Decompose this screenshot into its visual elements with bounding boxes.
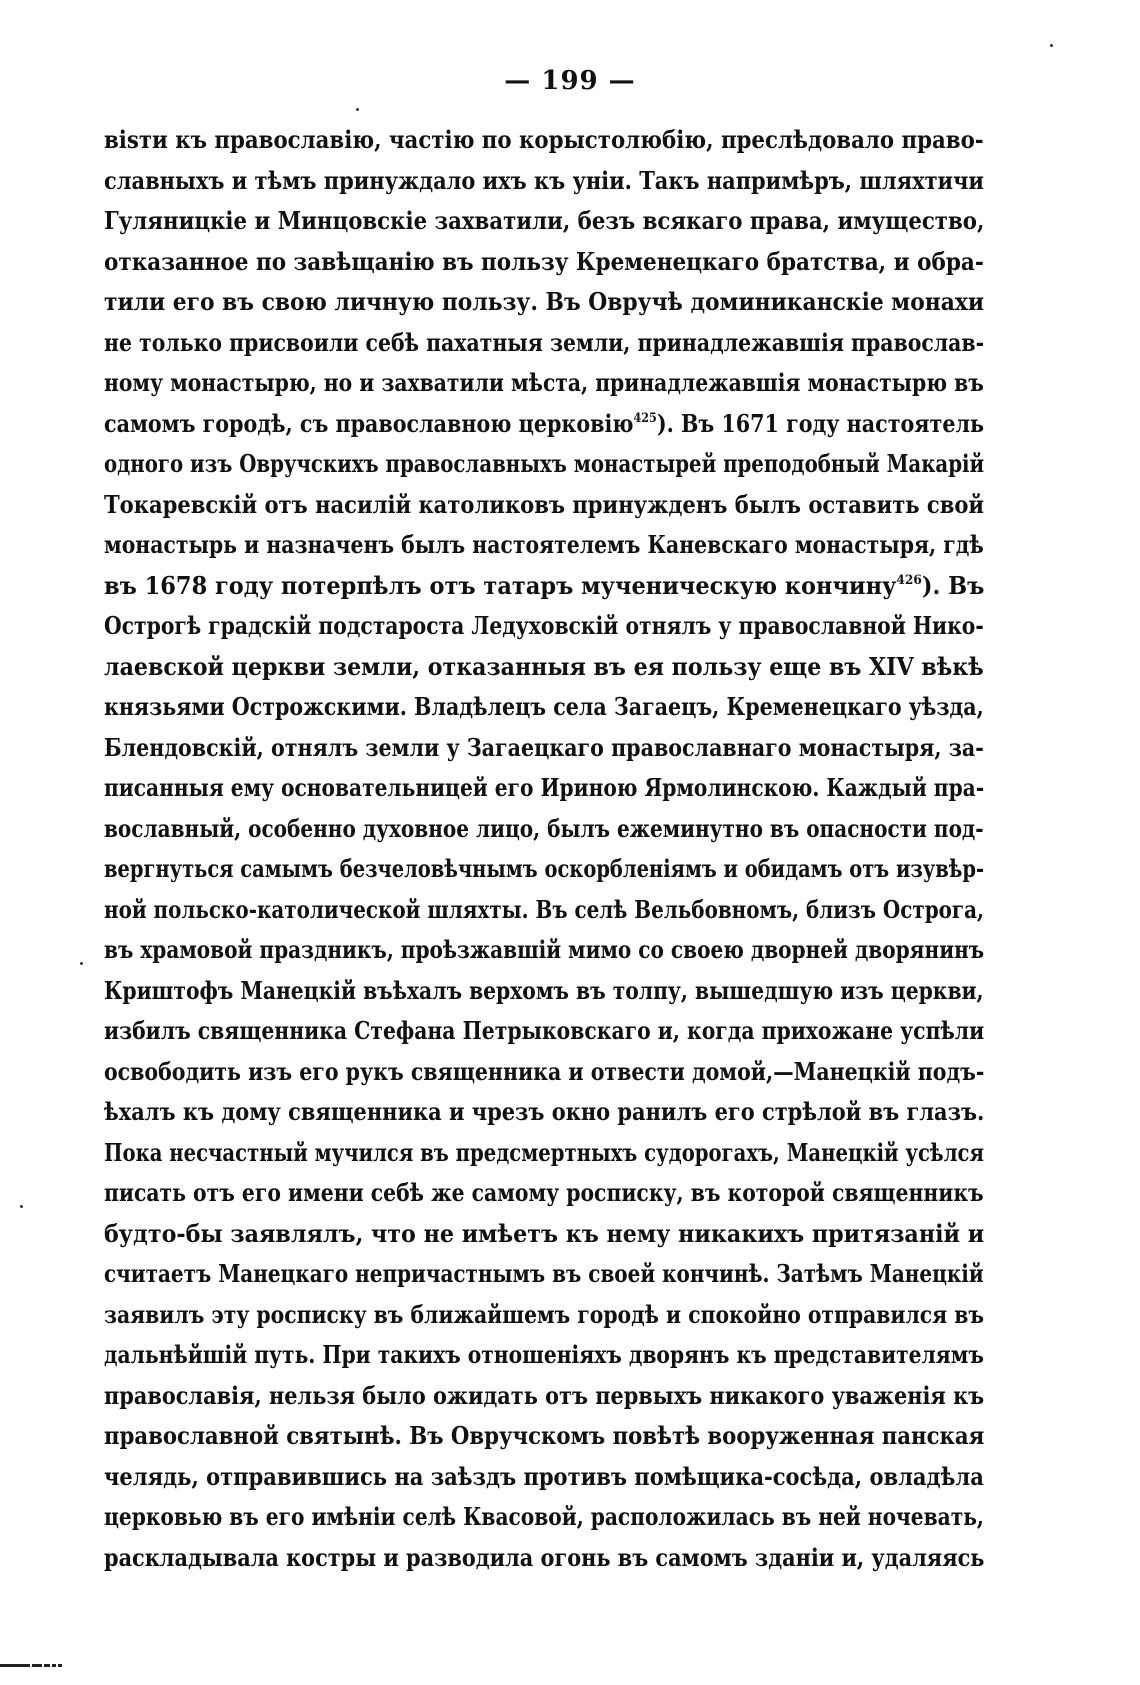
page-number: — 199 — [504,66,636,96]
text-line [104,566,984,607]
text-line-content: вергнуться самымъ безчеловѣчнымъ оскорбленiямъ и обидамъ отъ изувѣр- [104,854,985,883]
text-line-content: будто-бы заявлялъ, что не имѣетъ къ нему никакихъ притязанiй и [104,1218,985,1248]
text-line-content: славныхъ и тѣмъ принуждало ихъ къ унiи. Такъ напримѣръ, шляхтичи [104,165,984,195]
text-line-content: писать отъ его имени себѣ же самому росписку, въ которой священникъ [104,1178,984,1207]
text-line [104,161,984,202]
text-line-content: Гуляницкiе и Минцовскiе захватили, безъ всякаго права, имущество, [104,206,985,235]
text-line-content: Пока несчастный мучился въ предсмертныхъ судорогахъ, Манецкiй усѣлся [104,1137,984,1167]
edge-mark [0,1655,90,1661]
text-line-content: Острогѣ градскiй подстароста Ледуховскiй отнялъ у православной Нико- [104,611,984,640]
body-text [104,120,984,1578]
text-line [104,444,984,485]
text-line [104,282,984,323]
text-line [104,1335,984,1376]
print-speck [1050,44,1053,47]
text-line [104,485,984,526]
text-line [104,1052,984,1093]
text-line-content: монастырь и назначенъ былъ настоятелемъ Каневскаго монастыря, гдѣ [104,530,984,559]
text-line-content: челядь, отправившись на заѣздъ противъ помѣщика-сосѣда, овладѣла [104,1461,984,1491]
text-line-content: не только присвоили себѣ пахатныя земли, принадлежавшiя православ- [104,327,985,357]
text-line-content: вославный, особенно духовное лицо, былъ ежеминутно въ опасности под- [104,813,984,843]
text-line [104,768,984,809]
print-speck [80,962,83,965]
text-line-content: вisти къ православiю, частiю по корыстолюбiю, преслѣдовало право- [104,125,984,154]
text-line [104,363,984,404]
print-speck [20,1205,23,1208]
text-line-content: дальнѣйшiй путь. При такихъ отношенiяхъ дворянъ къ представителямъ [104,1340,984,1369]
text-line-content: ѣхалъ къ дому священника и чрезъ окно ранилъ его стрѣлой въ глазъ. [104,1097,985,1126]
text-line-content: освободить изъ его рукъ священника и отвести домой,—Манецкiй подъ- [104,1056,985,1086]
text-line-continuation: ). Въ 1671 году настоятель [656,408,985,438]
text-line [104,242,984,283]
footnote-ref: 426 [896,572,922,588]
text-line [104,849,984,890]
text-line [104,1214,984,1255]
text-line-content: избилъ священника Стефана Петрыковскаго и, когда прихожане успѣли [104,1016,985,1045]
text-line [104,1416,984,1457]
text-line [104,1295,984,1336]
text-line-content: въ 1678 году потерпѣлъ отъ татаръ мученическую кончину [104,570,897,600]
text-line [104,1457,984,1498]
text-line-content: Криштофъ Манецкiй въѣхалъ верхомъ въ толпу, вышедшую изъ церкви, [104,975,984,1005]
text-line [104,323,984,364]
text-line [104,1376,984,1417]
text-line-content: раскладывала костры и разводила огонь въ самомъ зданiи и, удаляясь [104,1542,985,1572]
text-line [104,404,984,445]
text-line [104,201,984,242]
text-line [104,930,984,971]
text-line-content: Блендовскiй, отнялъ земли у Загаецкаго православнаго монастыря, за- [104,732,984,762]
text-line-content: церковью въ его имѣнiи селѣ Квасовой, расположилась въ ней ночевать, [104,1502,984,1531]
text-line-content: заявилъ эту росписку въ ближайшемъ городѣ и спокойно отправился въ [104,1299,984,1329]
text-line-content: Токаревскiй отъ насилiй католиковъ принужденъ былъ оставить свой [104,489,985,519]
text-line [104,647,984,688]
text-line-content: лаевской церкви земли, отказанныя въ ея пользу еще въ XIV вѣкѣ [104,651,984,681]
text-line [104,1133,984,1174]
text-line-content: отказанное по завѣщанiю въ пользу Кременецкаго братства, и обра- [104,246,984,276]
text-line-continuation: ). Въ [921,570,985,600]
text-line-content: князьями Острожскими. Владѣлецъ села Загаецъ, Кременецкаго уѣзда, [104,692,984,721]
text-line [104,728,984,769]
text-line [104,606,984,647]
text-line [104,890,984,931]
text-line-content: ному монастырю, но и захватили мѣста, принадлежавшiя монастырю въ [104,368,984,397]
print-speck [356,108,359,111]
text-line [104,971,984,1012]
text-line [104,1173,984,1214]
footnote-ref: 425 [633,410,657,426]
text-line-content: ной польско-католической шляхты. Въ селѣ Вельбовномъ, близъ Острога, [104,894,984,924]
text-line-content: самомъ городѣ, съ православною церковiю [104,408,634,438]
text-line-content: писанныя ему основательницей его Ириною Ярмолинскою. Каждый пра- [104,773,985,802]
text-line-content: православной святынѣ. Въ Овручскомъ повѣтѣ вооруженная панская [104,1421,985,1450]
text-line [104,525,984,566]
text-line-content: православiя, нельзя было ожидать отъ первыхъ никакого уваженiя къ [104,1380,985,1410]
text-line-content: тили его въ свою личную пользу. Въ Овручѣ доминиканскiе монахи [104,287,985,316]
text-line [104,1497,984,1538]
text-line-content: въ храмовой праздникъ, проѣзжавшiй мимо со своею дворней дворянинъ [104,935,985,964]
text-line [104,1011,984,1052]
text-line [104,1092,984,1133]
text-line-content: одного изъ Овручскихъ православныхъ монастырей преподобный Макарiй [104,449,985,478]
text-line [104,1254,984,1295]
text-line [104,120,984,161]
text-line [104,1538,984,1579]
text-line-content: считаетъ Манецкаго непричастнымъ въ своей кончинѣ. Затѣмъ Манецкiй [104,1259,984,1288]
text-line [104,687,984,728]
text-line [104,809,984,850]
